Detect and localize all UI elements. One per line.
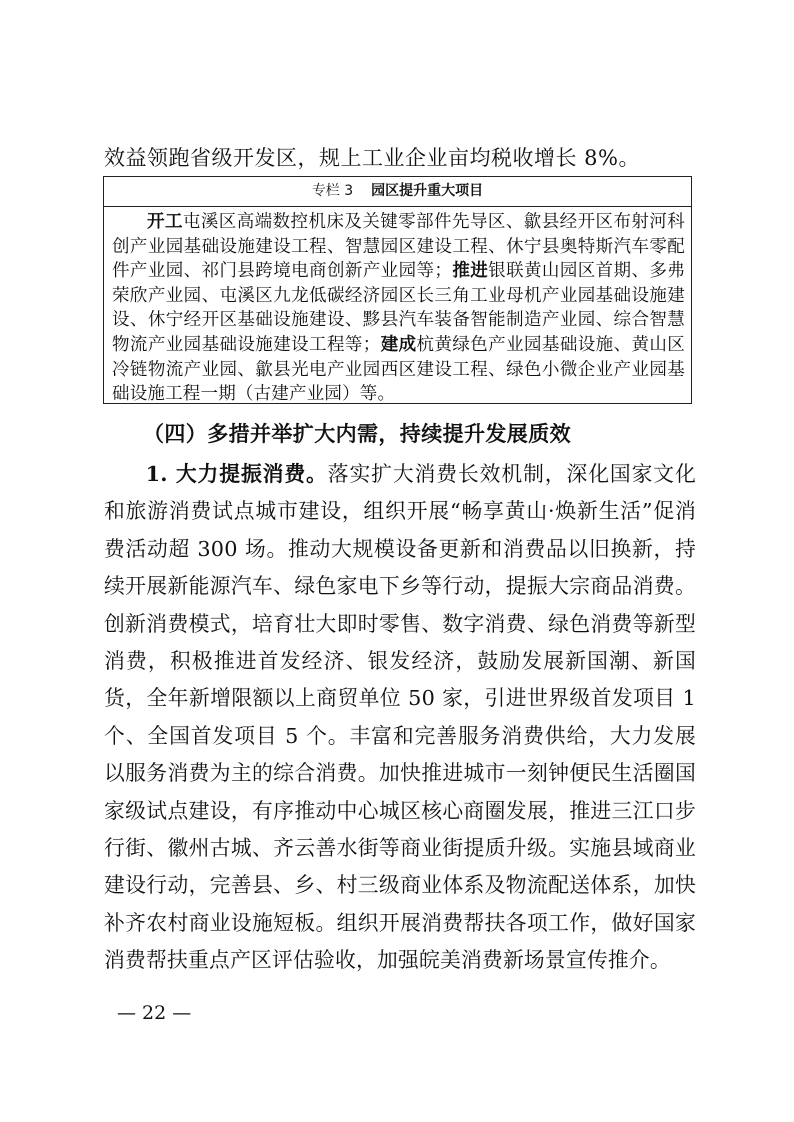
advance-projects: 银联黄山园区首期、多弗荣欣产业园、屯溪区九龙低碳经济园区长三角工业母机产业园基础设施建设、休宁经开区基础设施建设、黟县汽车装备智能制造产业园、综合智慧物流产业园基础设施建设工程等； xyxy=(112,261,685,355)
column-box-title xyxy=(104,177,691,207)
complete-keyword: 建成 xyxy=(380,334,417,355)
column-number: 专栏 3 xyxy=(311,183,354,199)
complete-projects: 杭黄绿色产业园基础设施、黄山区冷链物流产业园、歙县光电产业园西区建设工程、绿色小微企业产业园基础设施工程一期（古建产业园）等。 xyxy=(112,334,686,405)
intro-line: 效益领跑省级开发区，规上工业企业亩均税收增长 8%。 xyxy=(104,146,640,170)
paragraph-text: 落实扩大消费长效机制，深化国家文化和旅游消费试点城市建设，组织开展“畅享黄山·焕新生活”促消费活动超 300 场。推动大规模设备更新和消费品以旧换新，持续开展新能源汽车、绿色家电下乡等行动，提振大宗商品消费。创新消费模式，培育壮大即时零售、数字消费、绿色消费等新型消费，积极推进首发经济、银发经济，鼓励发展新国潮、新国货，全年新增限额以上商贸单位 50 家，引进世界级首发项目 1 个、全国首发项目 5 个。丰富和完善服务消费供给，大力发展以服务消费为主的综合消费。加快推进城市一刻钟便民生活圈国家级试点建设，有序推动中心城区核心商圈发展，推进三江口步行街、徽州古城、齐云善水街等商业街提质升级。实施县域商业建设行动，完善县、乡、村三级商业体系及物流配送体系，加快补齐农村商业设施短板。组织开展消费帮扶各项工作，做好国家消费帮扶重点产区评估验收，加强皖美消费新场景宣传推介。 xyxy=(104,462,696,973)
page-number: — 22 — xyxy=(117,1002,192,1024)
start-keyword: 开工 xyxy=(147,212,183,232)
column-title: 园区提升重大项目 xyxy=(371,183,484,199)
section-heading: （四）多措并举扩大内需，持续提升发展质效 xyxy=(143,421,571,446)
body-paragraph xyxy=(104,455,696,980)
column-box-text xyxy=(104,207,691,407)
start-projects: 屯溪区高端数控机床及关键零部件先导区、歙县经开区布射河科创产业园基础设施建设工程、智慧园区建设工程、休宁县奥特斯汽车零配件产业园、祁门县跨境电商创新产业园等； xyxy=(112,212,685,282)
column-box xyxy=(103,176,692,404)
paragraph-lead: 1. 大力提振消费。 xyxy=(145,461,328,486)
advance-keyword: 推进 xyxy=(452,261,489,282)
